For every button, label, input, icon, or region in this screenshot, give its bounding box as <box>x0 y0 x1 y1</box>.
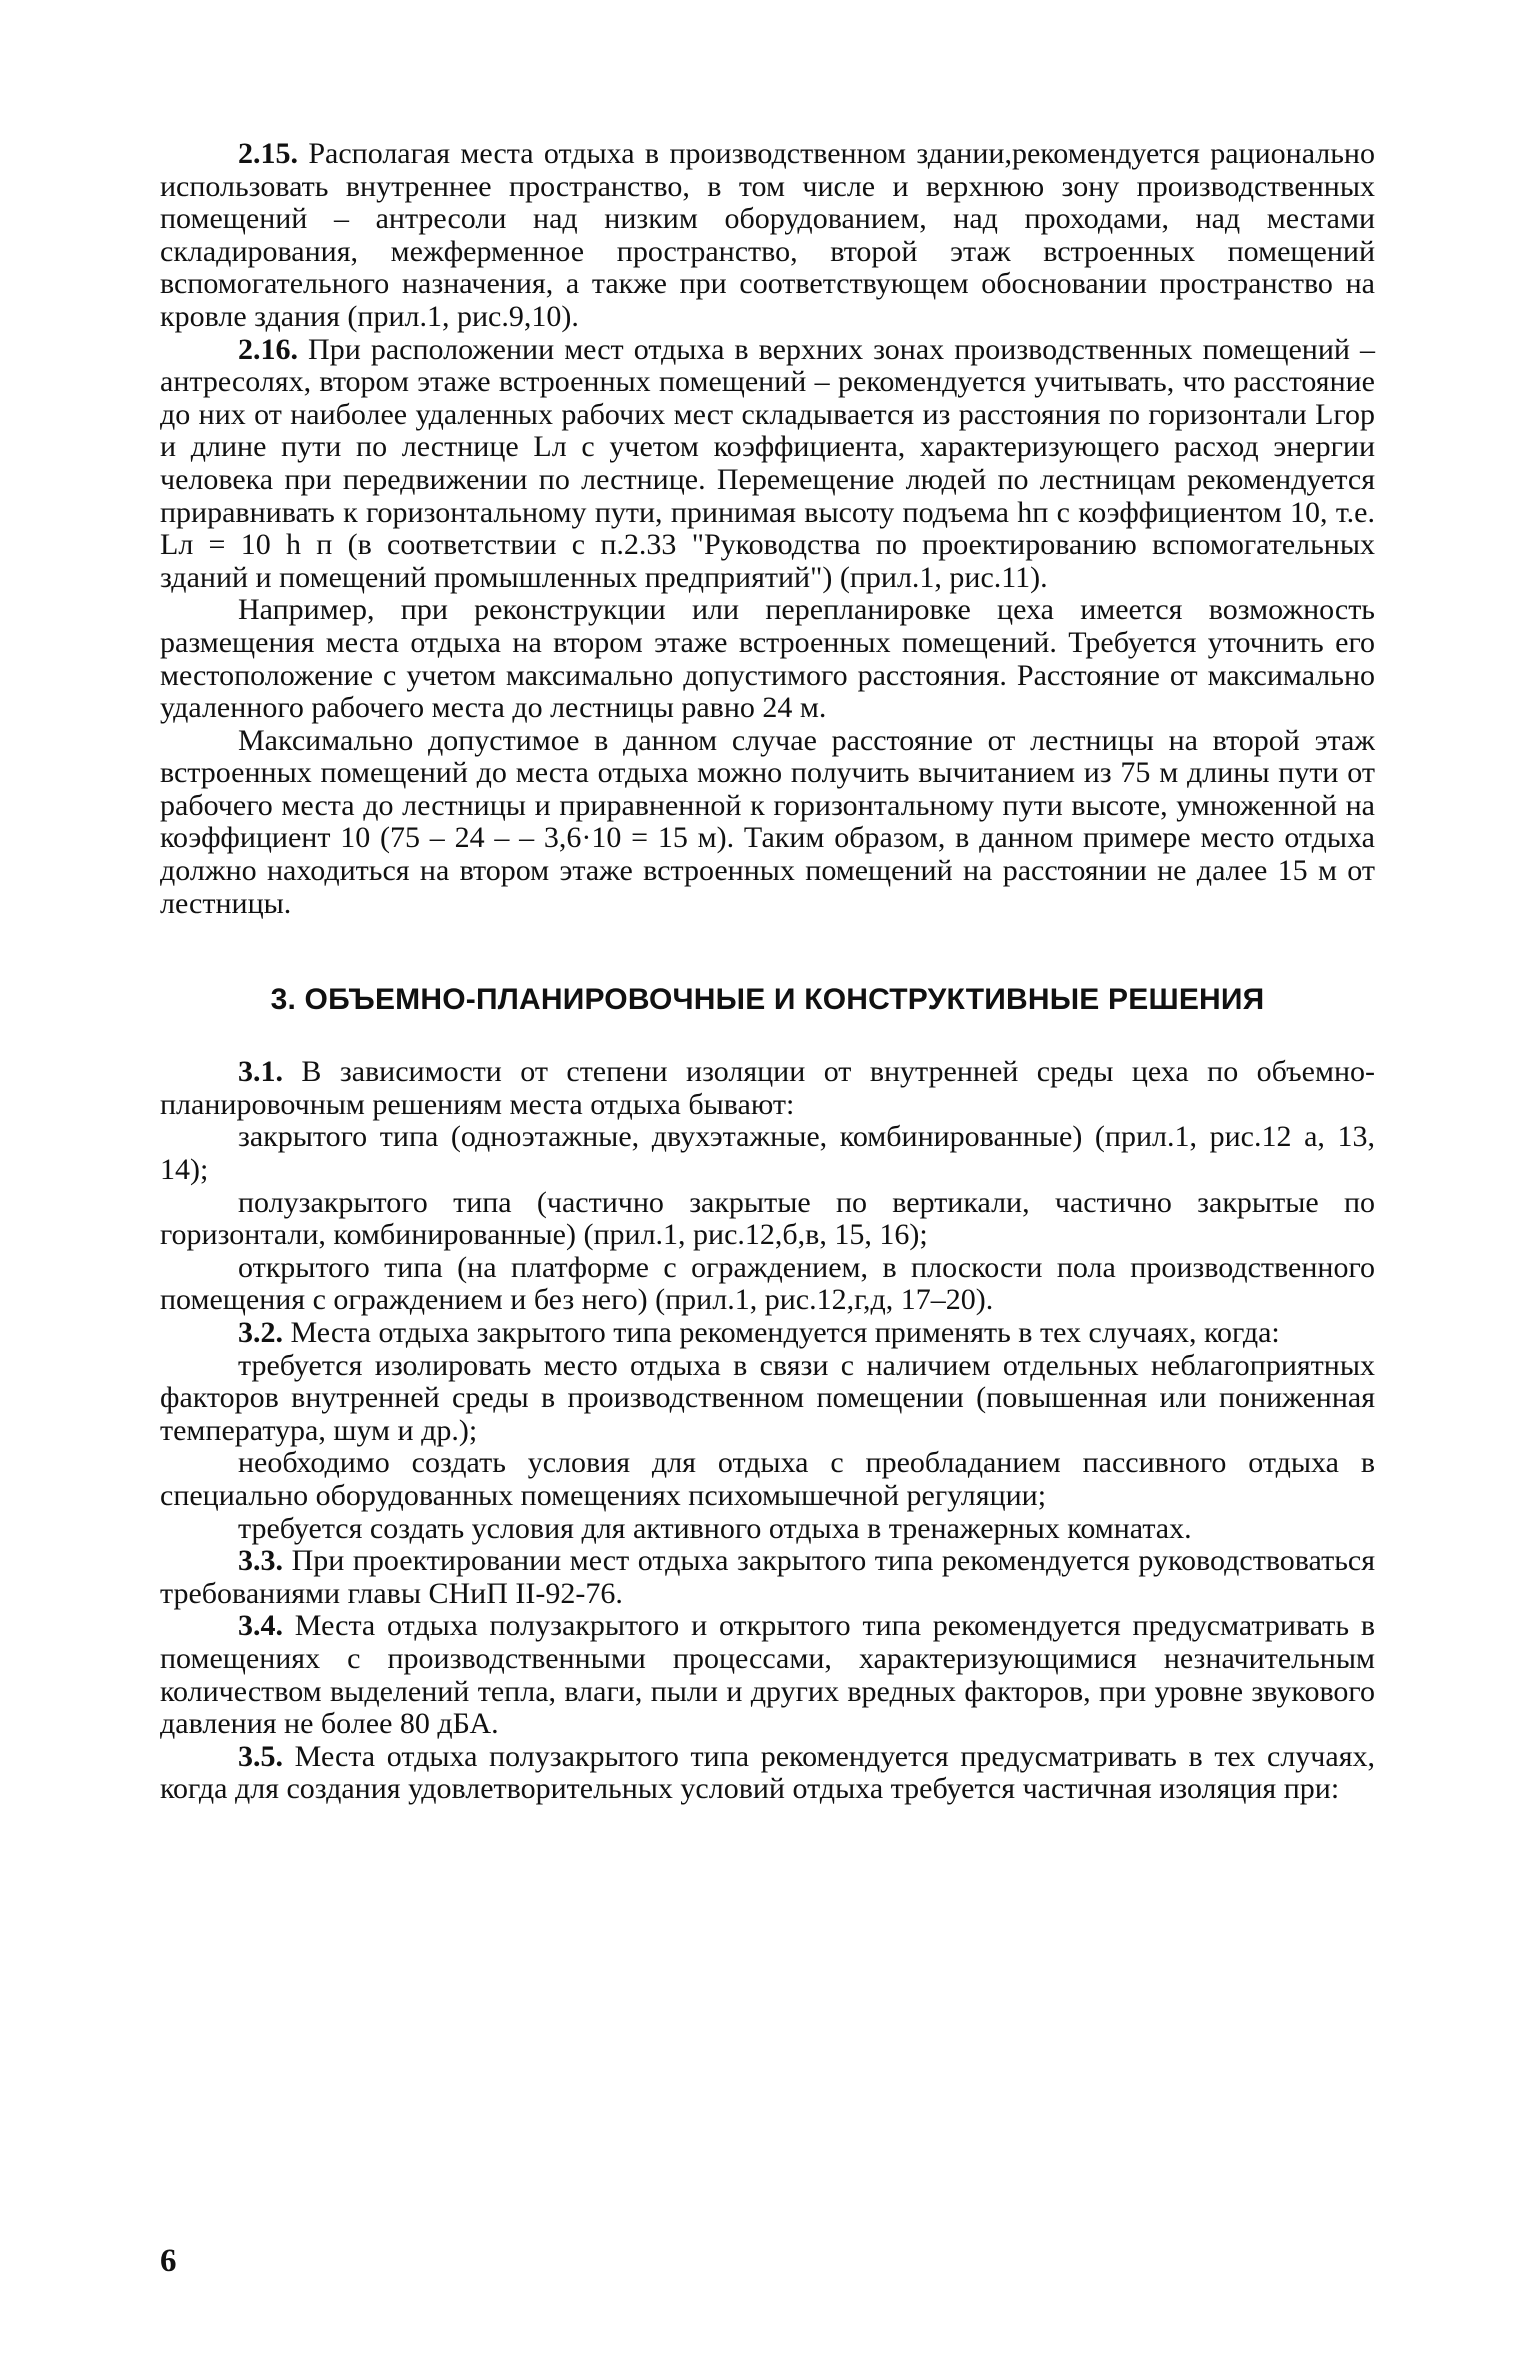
paragraph-text: закрытого типа (одноэтажные, двухэтажные, комбинированные) (прил.1, рис.12 а, 13, 14); <box>160 1120 1375 1187</box>
paragraph-text: требуется создать условия для активного отдыха в тренажерных комнатах. <box>238 1511 1192 1545</box>
clause-number: 2.16. <box>238 332 298 366</box>
paragraph-text: При расположении мест отдыха в верхних зонах производственных помещений – антресолях, втором этаже встроенных помещений – рекомендуется учитывать, что расстояние до них от наиболее удаленных рабочих мест складывается из расстояния по горизонтали Lгор и длине пути по лестнице Lл с учетом коэффициента, характеризующего расход энергии человека при передвижении по лестнице. Перемещение людей по лестницам рекомендуется приравнивать к горизонтальному пути, принимая высоту подъема hп с коэффициентом 10, т.е. Lл = 10 h п (в соответствии с п.2.33 "Руководства по проектированию вспомогательных зданий и помещений промышленных предприятий") (прил.1, рис.11). <box>160 332 1375 594</box>
document-page <box>160 138 1375 2338</box>
clause-number: 3.3. <box>238 1544 283 1578</box>
paragraph-text: Максимально допустимое в данном случае расстояние от лестницы на второй этаж встроенных помещений до места отдыха можно получить вычитанием из 75 м длины пути от рабочего места до лестницы и приравненной к горизонтальному пути высоте, умноженной на коэффициент 10 (75 – 24 – – 3,6·10 = 15 м). Таким образом, в данном примере место отдыха должно находиться на втором этаже встроенных помещений на расстоянии не далее 15 м от лестницы. <box>160 723 1375 920</box>
paragraph-text: При проектировании мест отдыха закрытого типа рекомендуется руководствоваться требованиями главы СНиП II-92-76. <box>160 1544 1375 1610</box>
paragraph-2-16 <box>160 334 1375 595</box>
paragraph-3-3 <box>160 1545 1375 1610</box>
paragraph-text: открытого типа (на платформе с ограждением, в плоскости пола производственного помещения с ограждением и без него) (прил.1, рис.12,г,д, 17–20). <box>160 1250 1375 1317</box>
paragraph-text: Места отдыха полузакрытого типа рекомендуется предусматривать в тех случаях, когда для создания удовлетворительных условий отдыха требуется частичная изоляция при: <box>160 1739 1375 1806</box>
paragraph-example-2 <box>160 725 1375 921</box>
paragraph-text: требуется изолировать место отдыха в связи с наличием отдельных неблагоприятных факторов внутренней среды в производственном помещении (повышенная или пониженная температура, шум и др.); <box>160 1348 1375 1447</box>
paragraph-2-15 <box>160 138 1375 334</box>
paragraph-3-1-open <box>160 1252 1375 1317</box>
clause-number: 3.2. <box>238 1316 283 1349</box>
paragraph-3-2-active <box>160 1513 1375 1546</box>
paragraph-3-1-closed <box>160 1121 1375 1186</box>
clause-number: 3.4. <box>238 1609 283 1643</box>
section-title: 3. ОБЪЕМНО-ПЛАНИРОВОЧНЫЕ И КОНСТРУКТИВНЫЕ РЕШЕНИЯ <box>270 983 1265 1017</box>
paragraph-text: Например, при реконструкции или перепланировке цеха имеется возможность размещения места отдыха на втором этаже встроенных помещений. Требуется уточнить его местоположение с учетом максимально допустимого расстояния. Расстояние от максимально удаленного рабочего места до лестницы равно 24 м. <box>160 593 1375 725</box>
paragraph-3-1-semiclosed <box>160 1187 1375 1252</box>
paragraph-3-2-passive <box>160 1447 1375 1512</box>
paragraph-3-1 <box>160 1056 1375 1121</box>
paragraph-3-2-isolate <box>160 1350 1375 1448</box>
paragraph-text: Места отдыха полузакрытого и открытого типа рекомендуется предусматривать в помещениях с производственными процессами, характеризующимися незначительным количеством выделений тепла, влаги, пыли и других вредных факторов, при уровне звукового давления не более 80 дБА. <box>160 1609 1375 1741</box>
clause-number: 3.5. <box>238 1739 283 1773</box>
paragraph-example-1 <box>160 594 1375 724</box>
paragraph-3-2 <box>160 1317 1375 1350</box>
paragraph-text: необходимо создать условия для отдыха с преобладанием пассивного отдыха в специально оборудованных помещениях психомышечной регуляции; <box>160 1446 1375 1512</box>
paragraph-3-5 <box>160 1741 1375 1806</box>
paragraph-text: полузакрытого типа (частично закрытые по вертикали, частично закрытые по горизонтали, комбинированные) (прил.1, рис.12,б,в, 15, 16); <box>160 1185 1375 1252</box>
clause-number: 3.1. <box>238 1055 283 1089</box>
paragraph-text: В зависимости от степени изоляции от внутренней среды цеха по объемно-планировочным решениям места отдыха бывают: <box>160 1055 1375 1121</box>
paragraph-3-4 <box>160 1610 1375 1740</box>
paragraph-text: Места отдыха закрытого типа рекомендуется применять в тех случаях, когда: <box>283 1316 1280 1349</box>
clause-number: 2.15. <box>238 137 298 170</box>
page-number: 6 <box>160 2243 177 2279</box>
paragraph-text: Располагая места отдыха в производственном здании,рекомендуется рационально использовать внутреннее пространство, в том числе и верхнюю зону производственных помещений – антресоли над низким оборудованием, над проходами, над местами складирования, межферменное пространство, второй этаж встроенных помещений вспомогательного назначения, а также при соответствующем обосновании пространство на кровле здания (прил.1, рис.9,10). <box>160 137 1375 333</box>
